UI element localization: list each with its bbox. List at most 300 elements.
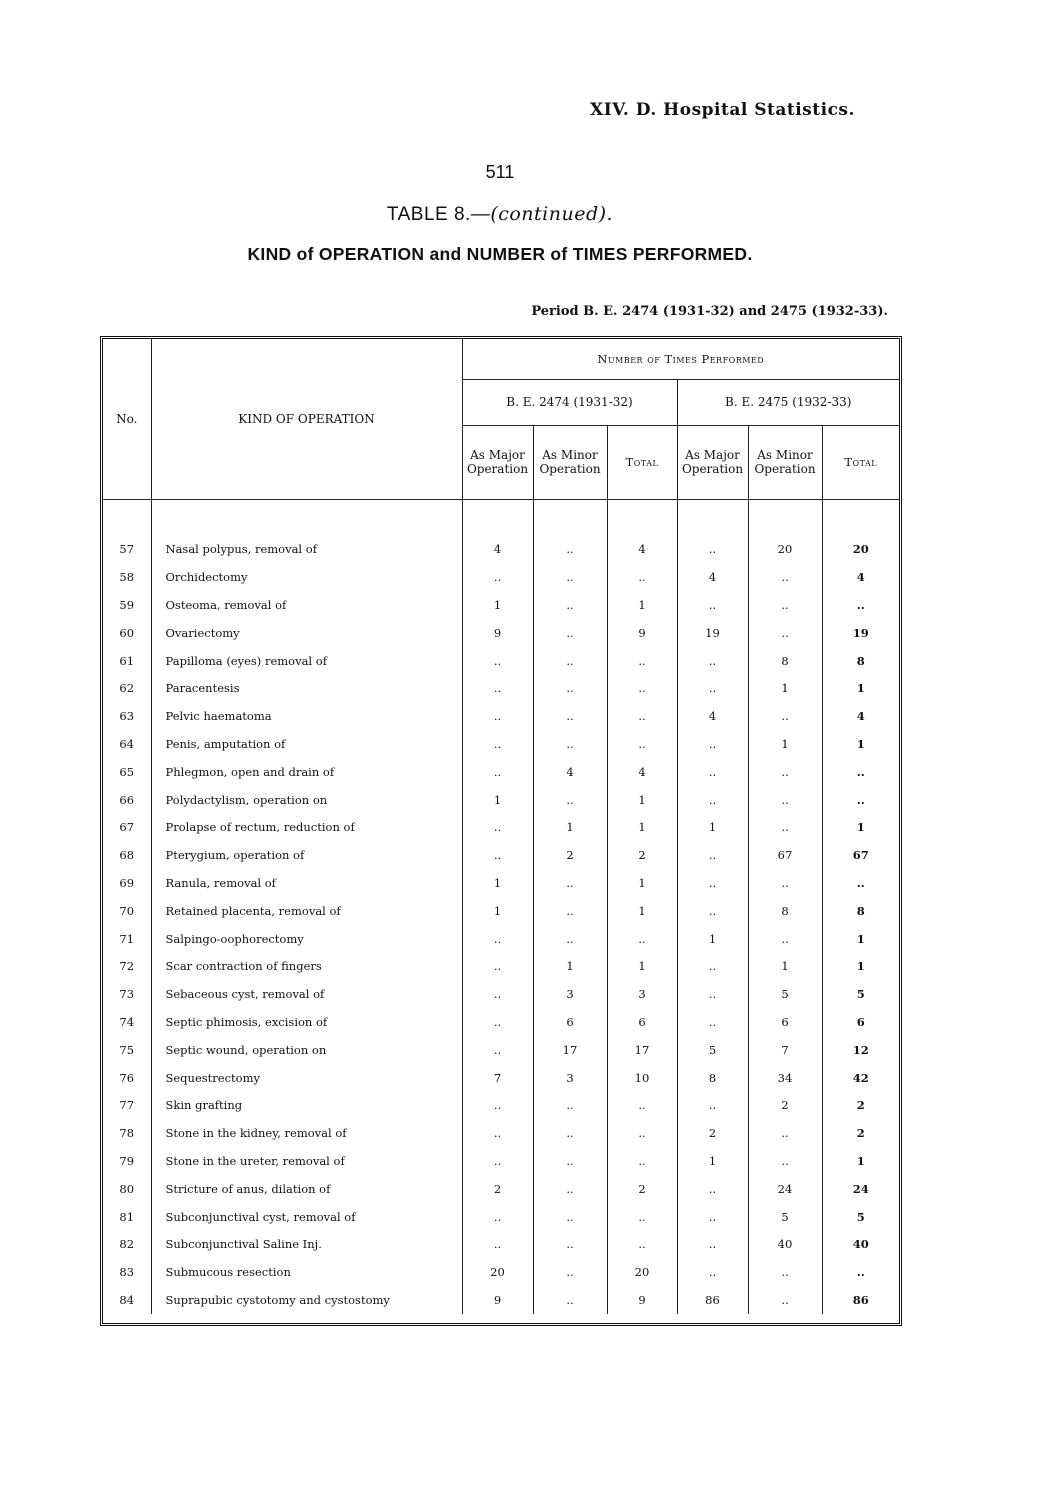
operation-name-text: Sequestrectomy <box>165 1070 260 1085</box>
table-row <box>103 897 899 925</box>
major-1932-cell: 8 <box>677 1064 748 1092</box>
total-1931-cell: 20 <box>607 1258 677 1286</box>
major-1931-cell: 1 <box>462 591 533 619</box>
major-1931-cell: .. <box>462 952 533 980</box>
operation-name-text: Submucous resection <box>165 1265 291 1280</box>
major-1932-cell: .. <box>677 674 748 702</box>
major-1932-cell: .. <box>677 1258 748 1286</box>
operation-name-cell <box>151 813 462 841</box>
col-header-period2: B. E. 2475 (1932-33) <box>677 379 899 425</box>
major-1931-cell: 20 <box>462 1258 533 1286</box>
row-number-cell: 66 <box>103 786 151 814</box>
total-1931-cell: 2 <box>607 841 677 869</box>
operation-name-cell <box>151 647 462 675</box>
total-1931-cell: .. <box>607 925 677 953</box>
major-1931-cell: .. <box>462 925 533 953</box>
row-number-cell: 83 <box>103 1258 151 1286</box>
operation-name-text: Stone in the kidney, removal of <box>165 1126 347 1141</box>
total-1931-cell: 1 <box>607 591 677 619</box>
total-1932-cell: 4 <box>856 570 865 585</box>
row-number-cell: 71 <box>103 925 151 953</box>
major-1932-cell: .. <box>677 897 748 925</box>
operation-name-cell <box>151 758 462 786</box>
major-1931-cell: .. <box>462 1147 533 1175</box>
minor-1932-cell: 7 <box>748 1036 822 1064</box>
minor-1932-cell: 1 <box>748 730 822 758</box>
table-row <box>103 536 899 564</box>
major-1932-cell: 19 <box>677 619 748 647</box>
table-row <box>103 1064 899 1092</box>
major-1931-cell: 7 <box>462 1064 533 1092</box>
table-row <box>103 1008 899 1036</box>
col-header-total-1: Total <box>607 425 677 499</box>
major-1931-cell: .. <box>462 980 533 1008</box>
major-1932-cell: 4 <box>677 702 748 730</box>
total-1931-cell: .. <box>607 647 677 675</box>
row-number-cell: 80 <box>103 1175 151 1203</box>
running-header: XIV. D. Hospital Statistics. <box>590 100 855 120</box>
minor-1931-cell: 17 <box>533 1036 607 1064</box>
total-1932-cell: 8 <box>856 903 865 918</box>
minor-1931-cell: .. <box>533 1203 607 1231</box>
col-header-minor-1: As Minor Operation <box>533 425 607 499</box>
major-1932-cell: .. <box>677 980 748 1008</box>
row-number-cell: 78 <box>103 1119 151 1147</box>
major-1932-cell: .. <box>677 1008 748 1036</box>
table-row <box>103 1230 899 1258</box>
row-number-cell: 73 <box>103 980 151 1008</box>
table-row <box>103 1036 899 1064</box>
total-1932-cell: 1 <box>856 820 865 835</box>
row-number-cell: 81 <box>103 1203 151 1231</box>
operation-name-text: Pelvic haematoma <box>165 709 272 724</box>
total-1931-cell: 2 <box>607 1175 677 1203</box>
row-number-cell: 74 <box>103 1008 151 1036</box>
operation-name-text: Stricture of anus, dilation of <box>165 1181 331 1196</box>
table-row <box>103 813 899 841</box>
minor-1931-cell: 3 <box>533 980 607 1008</box>
major-1931-cell: .. <box>462 674 533 702</box>
minor-1931-cell: .. <box>533 897 607 925</box>
col-header-minor-2: As Minor Operation <box>748 425 822 499</box>
total-1931-cell: .. <box>607 1230 677 1258</box>
operation-name-cell <box>151 730 462 758</box>
operation-name-text: Subconjunctival cyst, removal of <box>165 1209 356 1224</box>
major-1931-cell: .. <box>462 1091 533 1119</box>
operation-name-text: Subconjunctival Saline Inj. <box>165 1237 322 1252</box>
major-1931-cell: .. <box>462 1119 533 1147</box>
col-header-major-2: As Major Operation <box>677 425 748 499</box>
major-1931-cell: .. <box>462 563 533 591</box>
operation-name-cell <box>151 1119 462 1147</box>
row-number-cell: 75 <box>103 1036 151 1064</box>
table-row <box>103 786 899 814</box>
col-header-major-1: As Major Operation <box>462 425 533 499</box>
minor-1932-cell: 34 <box>748 1064 822 1092</box>
minor-1932-cell: 40 <box>748 1230 822 1258</box>
table-row <box>103 730 899 758</box>
table-row <box>103 1091 899 1119</box>
operation-name-cell <box>151 619 462 647</box>
total-1932-cell: 1 <box>856 681 865 696</box>
operation-name-cell <box>151 1258 462 1286</box>
total-1931-cell: .. <box>607 1203 677 1231</box>
table-title <box>0 203 1000 226</box>
col-header-total-2: Total <box>822 425 899 499</box>
total-1932-cell: .. <box>856 597 865 612</box>
minor-1932-cell: .. <box>748 869 822 897</box>
row-number-cell: 76 <box>103 1064 151 1092</box>
total-1931-cell: 4 <box>607 758 677 786</box>
major-1931-cell: 1 <box>462 897 533 925</box>
total-1932-cell: 1 <box>856 736 865 751</box>
minor-1932-cell: 24 <box>748 1175 822 1203</box>
minor-1932-cell: .. <box>748 1119 822 1147</box>
total-1931-cell: 1 <box>607 869 677 897</box>
table-row <box>103 647 899 675</box>
operation-name-text: Orchidectomy <box>165 570 248 585</box>
table-body <box>103 499 899 1314</box>
page-number: 511 <box>485 162 515 182</box>
minor-1932-cell: 20 <box>748 536 822 564</box>
major-1932-cell: .. <box>677 1230 748 1258</box>
minor-1931-cell: 4 <box>533 758 607 786</box>
major-1932-cell: .. <box>677 869 748 897</box>
major-1931-cell: .. <box>462 730 533 758</box>
row-number-cell: 63 <box>103 702 151 730</box>
operation-name-text: Pterygium, operation of <box>165 848 305 863</box>
major-1932-cell: .. <box>677 536 748 564</box>
operation-name-cell <box>151 1036 462 1064</box>
minor-1931-cell: 2 <box>533 841 607 869</box>
total-1932-cell: 4 <box>856 709 865 724</box>
operation-name-cell <box>151 674 462 702</box>
col-header-number-times: Number of Times Performed <box>462 339 899 379</box>
minor-1931-cell: .. <box>533 674 607 702</box>
minor-1931-cell: .. <box>533 730 607 758</box>
total-1932-cell: 24 <box>852 1181 869 1196</box>
minor-1932-cell: .. <box>748 925 822 953</box>
total-1931-cell: 17 <box>607 1036 677 1064</box>
minor-1931-cell: .. <box>533 1286 607 1314</box>
total-1932-cell: 40 <box>852 1237 869 1252</box>
major-1931-cell: 4 <box>462 536 533 564</box>
operation-name-cell <box>151 1175 462 1203</box>
operation-name-text: Sebaceous cyst, removal of <box>165 987 325 1002</box>
operation-name-text: Stone in the ureter, removal of <box>165 1153 345 1168</box>
major-1932-cell: .. <box>677 1091 748 1119</box>
operation-name-text: Paracentesis <box>165 681 240 696</box>
minor-1932-cell: 1 <box>748 952 822 980</box>
table-row <box>103 619 899 647</box>
table-row <box>103 869 899 897</box>
total-1932-cell: 86 <box>852 1292 869 1307</box>
total-1931-cell: 6 <box>607 1008 677 1036</box>
table-row <box>103 841 899 869</box>
table-row <box>103 980 899 1008</box>
total-1932-cell: 5 <box>856 1209 865 1224</box>
table-title-text: TABLE 8.— <box>386 204 491 225</box>
minor-1931-cell: .. <box>533 591 607 619</box>
operation-name-cell <box>151 1230 462 1258</box>
total-1932-cell: 67 <box>852 848 869 863</box>
operation-name-text: Penis, amputation of <box>165 736 286 751</box>
total-1931-cell: .. <box>607 1119 677 1147</box>
col-header-kind: KIND OF OPERATION <box>151 339 462 499</box>
total-1931-cell: .. <box>607 730 677 758</box>
major-1931-cell: 1 <box>462 786 533 814</box>
period-label: Period B. E. 2474 (1931-32) and 2475 (1932-33). <box>531 304 888 319</box>
minor-1931-cell: .. <box>533 563 607 591</box>
minor-1932-cell: .. <box>748 813 822 841</box>
total-1932-cell: 1 <box>856 931 865 946</box>
total-1932-cell: 42 <box>852 1070 869 1085</box>
operation-name-text: Polydactylism, operation on <box>165 792 328 807</box>
operation-name-text: Phlegmon, open and drain of <box>165 764 335 779</box>
minor-1932-cell: 8 <box>748 647 822 675</box>
total-1932-cell: 8 <box>856 653 865 668</box>
total-1932-cell: 5 <box>856 987 865 1002</box>
operation-name-cell <box>151 897 462 925</box>
row-number-cell: 61 <box>103 647 151 675</box>
minor-1932-cell: 2 <box>748 1091 822 1119</box>
minor-1931-cell: 3 <box>533 1064 607 1092</box>
total-1931-cell: .. <box>607 1091 677 1119</box>
minor-1931-cell: .. <box>533 1258 607 1286</box>
minor-1931-cell: .. <box>533 786 607 814</box>
major-1931-cell: .. <box>462 1008 533 1036</box>
col-header-no: No. <box>103 339 151 499</box>
minor-1931-cell: .. <box>533 925 607 953</box>
major-1932-cell: .. <box>677 841 748 869</box>
minor-1931-cell: .. <box>533 1091 607 1119</box>
row-number-cell: 64 <box>103 730 151 758</box>
row-number-cell: 84 <box>103 1286 151 1314</box>
operation-name-text: Papilloma (eyes) removal of <box>165 653 327 668</box>
table-row <box>103 1203 899 1231</box>
operation-name-cell <box>151 1064 462 1092</box>
major-1931-cell: 1 <box>462 869 533 897</box>
operation-name-cell <box>151 1147 462 1175</box>
total-1931-cell: 10 <box>607 1064 677 1092</box>
minor-1932-cell: .. <box>748 1147 822 1175</box>
minor-1931-cell: .. <box>533 869 607 897</box>
operation-name-text: Scar contraction of fingers <box>165 959 322 974</box>
row-number-cell: 69 <box>103 869 151 897</box>
minor-1931-cell: .. <box>533 619 607 647</box>
total-1932-cell: 6 <box>856 1014 865 1029</box>
operation-name-text: Septic phimosis, excision of <box>165 1014 328 1029</box>
table-title-continued: (continued). <box>490 203 614 225</box>
operation-name-cell <box>151 925 462 953</box>
major-1932-cell: 86 <box>677 1286 748 1314</box>
total-1931-cell: 1 <box>607 813 677 841</box>
table-row <box>103 1119 899 1147</box>
minor-1931-cell: .. <box>533 1119 607 1147</box>
operations-table <box>103 339 899 1314</box>
major-1931-cell: .. <box>462 1203 533 1231</box>
operation-name-text: Prolapse of rectum, reduction of <box>165 820 355 835</box>
major-1932-cell: 1 <box>677 813 748 841</box>
table-row <box>103 925 899 953</box>
major-1931-cell: .. <box>462 758 533 786</box>
major-1932-cell: .. <box>677 647 748 675</box>
row-number-cell: 57 <box>103 536 151 564</box>
minor-1932-cell: .. <box>748 702 822 730</box>
table-row <box>103 758 899 786</box>
minor-1932-cell: 8 <box>748 897 822 925</box>
col-header-period1: B. E. 2474 (1931-32) <box>462 379 677 425</box>
total-1931-cell: 1 <box>607 897 677 925</box>
total-1931-cell: .. <box>607 702 677 730</box>
operation-name-cell <box>151 869 462 897</box>
minor-1931-cell: .. <box>533 1175 607 1203</box>
major-1931-cell: 2 <box>462 1175 533 1203</box>
major-1932-cell: .. <box>677 1203 748 1231</box>
major-1932-cell: 2 <box>677 1119 748 1147</box>
major-1932-cell: 1 <box>677 1147 748 1175</box>
total-1932-cell: .. <box>856 875 865 890</box>
operation-name-text: Osteoma, removal of <box>165 597 287 612</box>
table-row <box>103 674 899 702</box>
operation-name-text: Nasal polypus, removal of <box>165 542 317 557</box>
total-1931-cell: 9 <box>607 619 677 647</box>
total-1932-cell: 20 <box>852 542 869 557</box>
minor-1932-cell: .. <box>748 619 822 647</box>
operation-name-cell <box>151 536 462 564</box>
operations-table-frame <box>100 336 902 1326</box>
total-1931-cell: .. <box>607 674 677 702</box>
minor-1932-cell: .. <box>748 786 822 814</box>
operation-name-cell <box>151 1008 462 1036</box>
table-row <box>103 952 899 980</box>
major-1931-cell: .. <box>462 702 533 730</box>
operation-name-cell <box>151 952 462 980</box>
row-number-cell: 59 <box>103 591 151 619</box>
operation-name-cell <box>151 702 462 730</box>
total-1932-cell: 2 <box>856 1126 865 1141</box>
minor-1932-cell: 5 <box>748 980 822 1008</box>
total-1932-cell: .. <box>856 1265 865 1280</box>
major-1931-cell: .. <box>462 841 533 869</box>
minor-1931-cell: .. <box>533 536 607 564</box>
minor-1931-cell: 1 <box>533 952 607 980</box>
major-1931-cell: .. <box>462 647 533 675</box>
operation-name-cell <box>151 980 462 1008</box>
row-number-cell: 67 <box>103 813 151 841</box>
table-row <box>103 563 899 591</box>
table-row <box>103 1175 899 1203</box>
operation-name-text: Skin grafting <box>165 1098 243 1113</box>
minor-1932-cell: 5 <box>748 1203 822 1231</box>
table-row <box>103 1147 899 1175</box>
total-1932-cell: 1 <box>856 959 865 974</box>
row-number-cell: 79 <box>103 1147 151 1175</box>
table-row <box>103 591 899 619</box>
spacer-row <box>103 499 899 536</box>
row-number-cell: 60 <box>103 619 151 647</box>
major-1931-cell: .. <box>462 1230 533 1258</box>
total-1932-cell: .. <box>856 764 865 779</box>
operation-name-text: Retained placenta, removal of <box>165 903 341 918</box>
major-1931-cell: 9 <box>462 1286 533 1314</box>
total-1931-cell: 1 <box>607 786 677 814</box>
total-1932-cell: .. <box>856 792 865 807</box>
major-1931-cell: .. <box>462 813 533 841</box>
total-1932-cell: 19 <box>852 625 869 640</box>
minor-1932-cell: .. <box>748 758 822 786</box>
major-1932-cell: .. <box>677 786 748 814</box>
row-number-cell: 82 <box>103 1230 151 1258</box>
total-1931-cell: 3 <box>607 980 677 1008</box>
total-1931-cell: 1 <box>607 952 677 980</box>
row-number-cell: 65 <box>103 758 151 786</box>
operation-name-cell <box>151 1203 462 1231</box>
major-1931-cell: 9 <box>462 619 533 647</box>
operation-name-cell <box>151 1091 462 1119</box>
operation-name-text: Salpingo-oophorectomy <box>165 931 304 946</box>
minor-1932-cell: .. <box>748 1258 822 1286</box>
total-1932-cell: 12 <box>852 1042 869 1057</box>
major-1932-cell: 4 <box>677 563 748 591</box>
minor-1932-cell: 67 <box>748 841 822 869</box>
major-1932-cell: 1 <box>677 925 748 953</box>
major-1932-cell: .. <box>677 591 748 619</box>
row-number-cell: 58 <box>103 563 151 591</box>
minor-1931-cell: .. <box>533 1230 607 1258</box>
major-1932-cell: 5 <box>677 1036 748 1064</box>
operation-name-cell <box>151 591 462 619</box>
operation-name-text: Septic wound, operation on <box>165 1042 327 1057</box>
major-1932-cell: .. <box>677 952 748 980</box>
major-1932-cell: .. <box>677 1175 748 1203</box>
minor-1932-cell: .. <box>748 563 822 591</box>
total-1932-cell: 1 <box>856 1153 865 1168</box>
total-1931-cell: 4 <box>607 536 677 564</box>
minor-1932-cell: 6 <box>748 1008 822 1036</box>
minor-1932-cell: 1 <box>748 674 822 702</box>
operation-name-text: Suprapubic cystotomy and cystostomy <box>165 1292 390 1307</box>
table-row <box>103 1286 899 1314</box>
minor-1931-cell: 6 <box>533 1008 607 1036</box>
row-number-cell: 68 <box>103 841 151 869</box>
row-number-cell: 77 <box>103 1091 151 1119</box>
operation-name-cell <box>151 563 462 591</box>
total-1931-cell: .. <box>607 1147 677 1175</box>
operation-name-text: Ovariectomy <box>165 625 240 640</box>
minor-1932-cell: .. <box>748 591 822 619</box>
minor-1931-cell: 1 <box>533 813 607 841</box>
minor-1931-cell: .. <box>533 702 607 730</box>
row-number-cell: 72 <box>103 952 151 980</box>
operation-name-text: Ranula, removal of <box>165 875 276 890</box>
operation-name-cell <box>151 786 462 814</box>
operation-name-cell <box>151 841 462 869</box>
minor-1931-cell: .. <box>533 1147 607 1175</box>
row-number-cell: 70 <box>103 897 151 925</box>
total-1931-cell: .. <box>607 563 677 591</box>
major-1932-cell: .. <box>677 758 748 786</box>
major-1932-cell: .. <box>677 730 748 758</box>
total-1932-cell: 2 <box>856 1098 865 1113</box>
row-number-cell: 62 <box>103 674 151 702</box>
operation-name-cell <box>151 1286 462 1314</box>
minor-1932-cell: .. <box>748 1286 822 1314</box>
table-row <box>103 702 899 730</box>
major-1931-cell: .. <box>462 1036 533 1064</box>
table-subtitle: KIND of OPERATION and NUMBER of TIMES PERFORMED. <box>247 244 753 264</box>
total-1931-cell: 9 <box>607 1286 677 1314</box>
